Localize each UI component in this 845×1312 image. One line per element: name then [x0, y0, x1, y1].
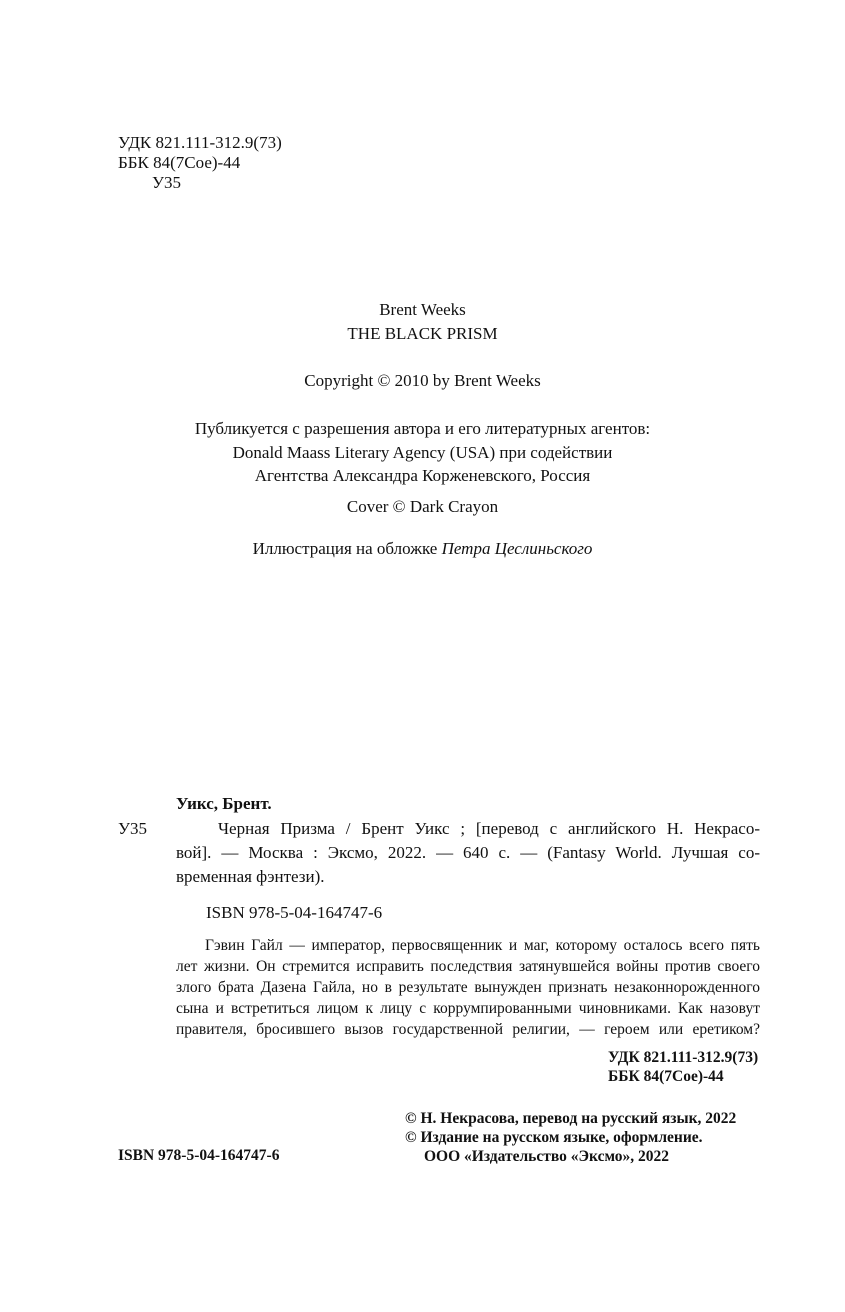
description-line-3: временная фэнтези). [176, 867, 325, 886]
catalog-heading: Уикс, Брент. [176, 794, 272, 813]
annotation-line-5: правителя, бросившего вызов государственной религии, — героем или еретиком? [176, 1021, 760, 1038]
description-line-2: вой]. — Москва : Эксмо, 2022. — 640 с. — (Fantasy World. Лучшая со- [176, 843, 760, 862]
footer-isbn: ISBN 978-5-04-164747-6 [118, 1147, 280, 1164]
catalog-udk: УДК 821.111-312.9(73) [608, 1049, 759, 1066]
annotation-line-2: лет жизни. Он стремится исправить последствия затянувшейся войны против своего [176, 958, 760, 975]
illustration-artist: Петра Цеслиньского [441, 539, 593, 558]
top-author-mark: У35 [152, 173, 182, 192]
rights-line-3: Агентства Александра Корженевского, Россия [254, 466, 591, 485]
top-udk: УДК 821.111-312.9(73) [118, 133, 282, 152]
annotation-line-1: Гэвин Гайл — император, первосвященник и маг, которому осталось всего пять [205, 937, 760, 954]
description-line-1: Черная Призма / Брент Уикс ; [перевод с английского Н. Некрасо- [218, 819, 760, 838]
catalog-annotation [176, 935, 760, 1040]
illustration-prefix: Иллюстрация на обложке [252, 539, 438, 558]
rights-line-2: Donald Maass Literary Agency (USA) при содействии [232, 443, 613, 462]
original-copyright: Copyright © 2010 by Brent Weeks [304, 371, 541, 390]
cover-credit: Cover © Dark Crayon [346, 497, 499, 516]
rights-line-1: Публикуется с разрешения автора и его литературных агентов: [194, 419, 651, 438]
illustration-credit [0, 538, 845, 560]
catalog-bbk: ББК 84(7Сое)-44 [608, 1068, 724, 1085]
top-bbk: ББК 84(7Сое)-44 [118, 153, 241, 172]
footer-copyright-translation: © Н. Некрасова, перевод на русский язык, 2022 [405, 1110, 737, 1127]
original-title: THE BLACK PRISM [347, 324, 498, 343]
annotation-line-3: злого брата Дазена Гайла, но в результате вынужден признать незаконнорожденного [176, 979, 760, 996]
catalog-description [176, 818, 760, 888]
original-author: Brent Weeks [379, 300, 466, 319]
annotation-line-4: сына и встретиться лицом к лицу с коррумпированными чиновниками. Как назовут [176, 1000, 760, 1017]
footer-copyright-edition: © Издание на русском языке, оформление. [405, 1129, 703, 1146]
footer-publisher: ООО «Издательство «Эксмо», 2022 [424, 1148, 670, 1165]
catalog-isbn: ISBN 978-5-04-164747-6 [206, 903, 383, 922]
catalog-mark: У35 [118, 819, 148, 838]
